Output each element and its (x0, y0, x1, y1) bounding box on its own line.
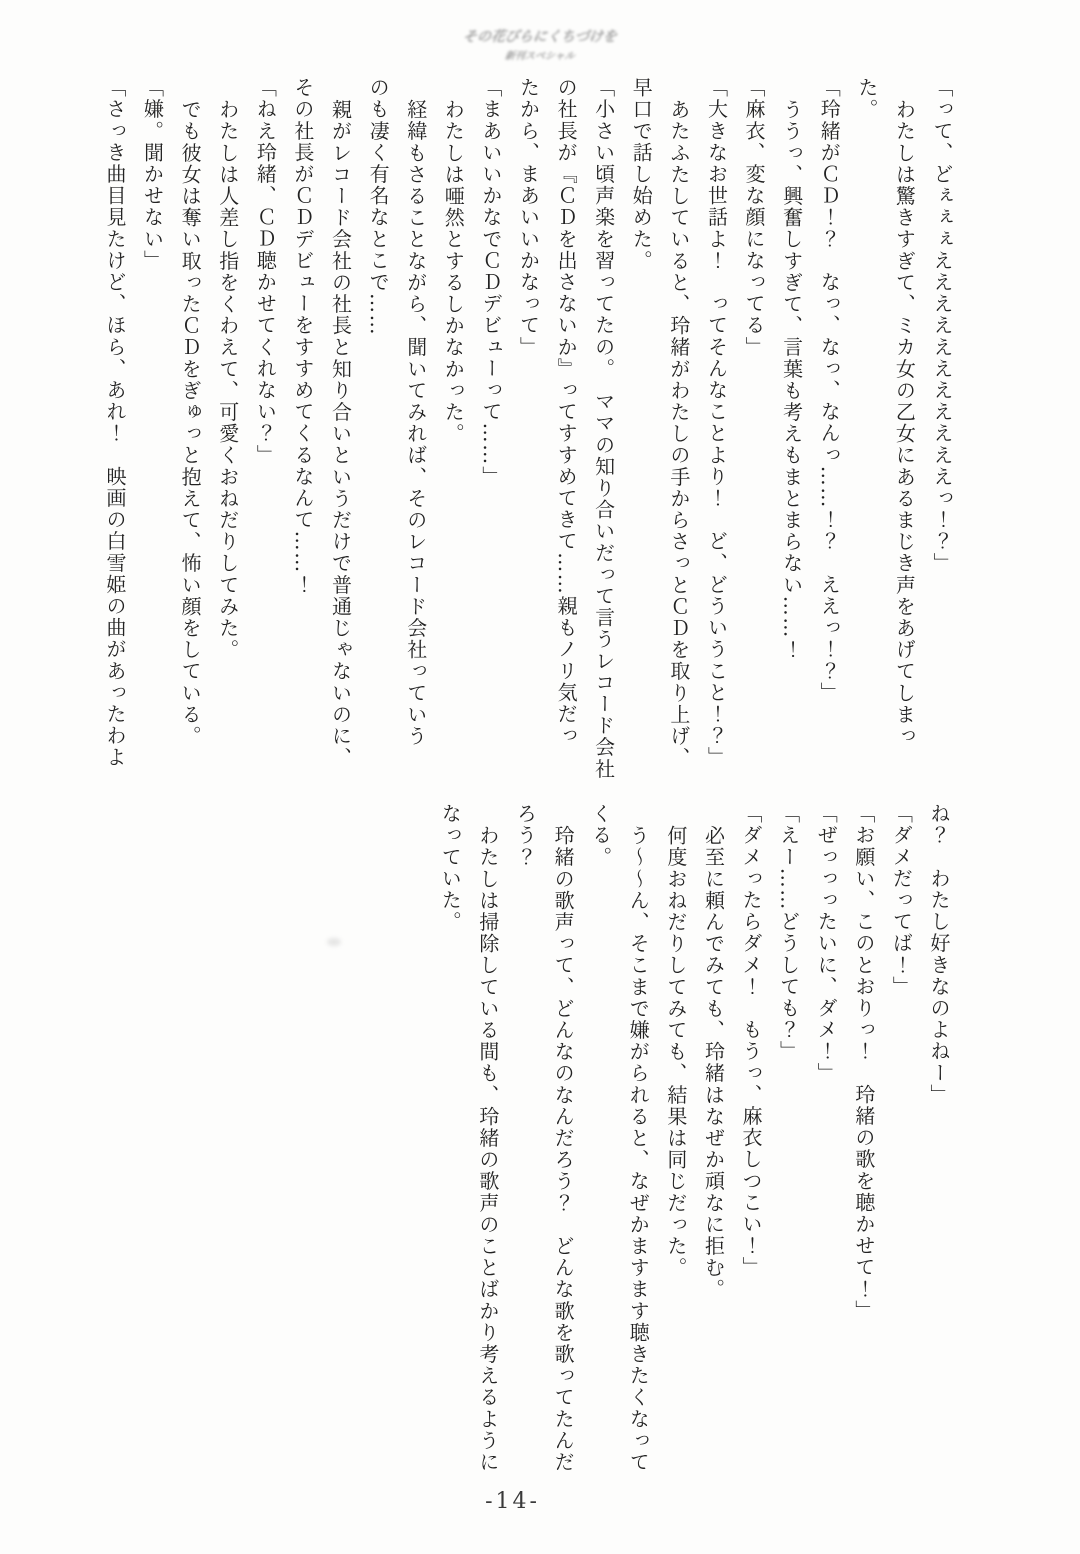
page-number: -14- (485, 1489, 540, 1514)
text-column: くる。 (588, 803, 613, 868)
text-column: 必至に頼んでみても、玲緒はなぜか頑なに拒む。 (701, 824, 726, 1300)
text-column: 何度おねだりしてみても、結果は同じだった。 (663, 824, 688, 1279)
text-column: の社長が『ＣＤを出さないか』ってすすめてきて……親もノリ気だっ (554, 77, 579, 747)
text-column: その社長がＣＤデビューをすすめてくるなんて……！ (290, 77, 315, 596)
scan-smudge (327, 938, 341, 946)
text-column: ね？ わたし好きなのよねー」 (927, 803, 951, 1106)
text-column: なっていた。 (438, 803, 463, 933)
text-column: 「大きなお世話よ！ ってそんなことより！ ど、どういうこと！？」 (704, 77, 729, 769)
text-column: でも彼女は奪い取ったＣＤをぎゅっと抱えて、怖い顔をしている。 (178, 98, 203, 747)
text-column: わたしは驚きすぎて、ミカ女の乙女にあるまじき声をあげてしまっ (892, 98, 917, 747)
text-column: 経緯もさることながら、聞いてみれば、そのレコード会社っていう (403, 98, 428, 747)
text-column: 「お願い、このとおりっ！ 玲緒の歌を聴かせて！」 (851, 803, 876, 1322)
text-column: わたしは人差し指をくわえて、可愛くおねだりしてみた。 (215, 98, 240, 661)
text-column: 「えー……どうしても？」 (776, 803, 801, 1063)
text-column: 「ぜっっったいに、ダメ！」 (814, 803, 839, 1084)
text-column: 「麻衣、変な顔になってる」 (742, 77, 767, 358)
text-column: た。 (854, 77, 879, 121)
text-column: 「ねえ玲緒、ＣＤ聴かせてくれない？」 (253, 77, 278, 466)
text-column: わたしは掃除している間も、玲緒の歌声のことばかり考えるように (475, 824, 500, 1473)
series-logo-subtitle: 新刊スペシャル (504, 51, 576, 62)
text-column: 「ダメったらダメ！ もうっ、麻衣しつこい！」 (739, 803, 764, 1279)
text-column: 親がレコード会社の社長と知り合いというだけで普通じゃないのに、 (328, 98, 353, 769)
text-column: わたしは唖然とするしかなかった。 (441, 98, 466, 445)
text-column: 「小さい頃声楽を習ってたの。 ママの知り合いだって言うレコード会社 (591, 77, 616, 780)
text-column: う～～ん、そこまで嫌がられると、なぜかますます聴きたくなって (626, 824, 651, 1473)
text-column: たから、まあいいかなって」 (516, 77, 541, 358)
text-column: 「さっき曲目見たけど、ほら、あれ！ 映画の白雪姫の曲があったわよ (102, 77, 127, 769)
series-logo (0, 26, 1080, 62)
text-column: あたふたしていると、玲緒がわたしの手からさっとＣＤを取り上げ、 (666, 98, 691, 769)
text-column: 玲緒の歌声って、どんなのなんだろう？ どんな歌を歌ってたんだ (551, 824, 576, 1473)
text-column: 早口で話し始めた。 (629, 77, 654, 272)
text-column: ろう？ (513, 803, 538, 868)
text-column: 「まあいいかなでＣＤデビューって……」 (478, 77, 503, 488)
text-column: 「嫌。聞かせない」 (140, 77, 165, 272)
text-block-lower (431, 803, 957, 1483)
text-column: ううっ、興奮しすぎて、言葉も考えもまとまらない……！ (779, 98, 804, 661)
text-column: 「玲緒がＣＤ！？ なっ、なっ、なんっ……！？ ええっ！？」 (817, 77, 842, 704)
text-column: 「ダメだってば！」 (889, 803, 914, 998)
series-logo-title: その花びらにくちづけを (461, 29, 618, 45)
text-block-upper (95, 77, 960, 780)
text-column: 「って、どぇぇぇえええええええええええっ！？」 (930, 77, 954, 574)
text-column: のも凄く有名なとこで…… (366, 77, 391, 337)
